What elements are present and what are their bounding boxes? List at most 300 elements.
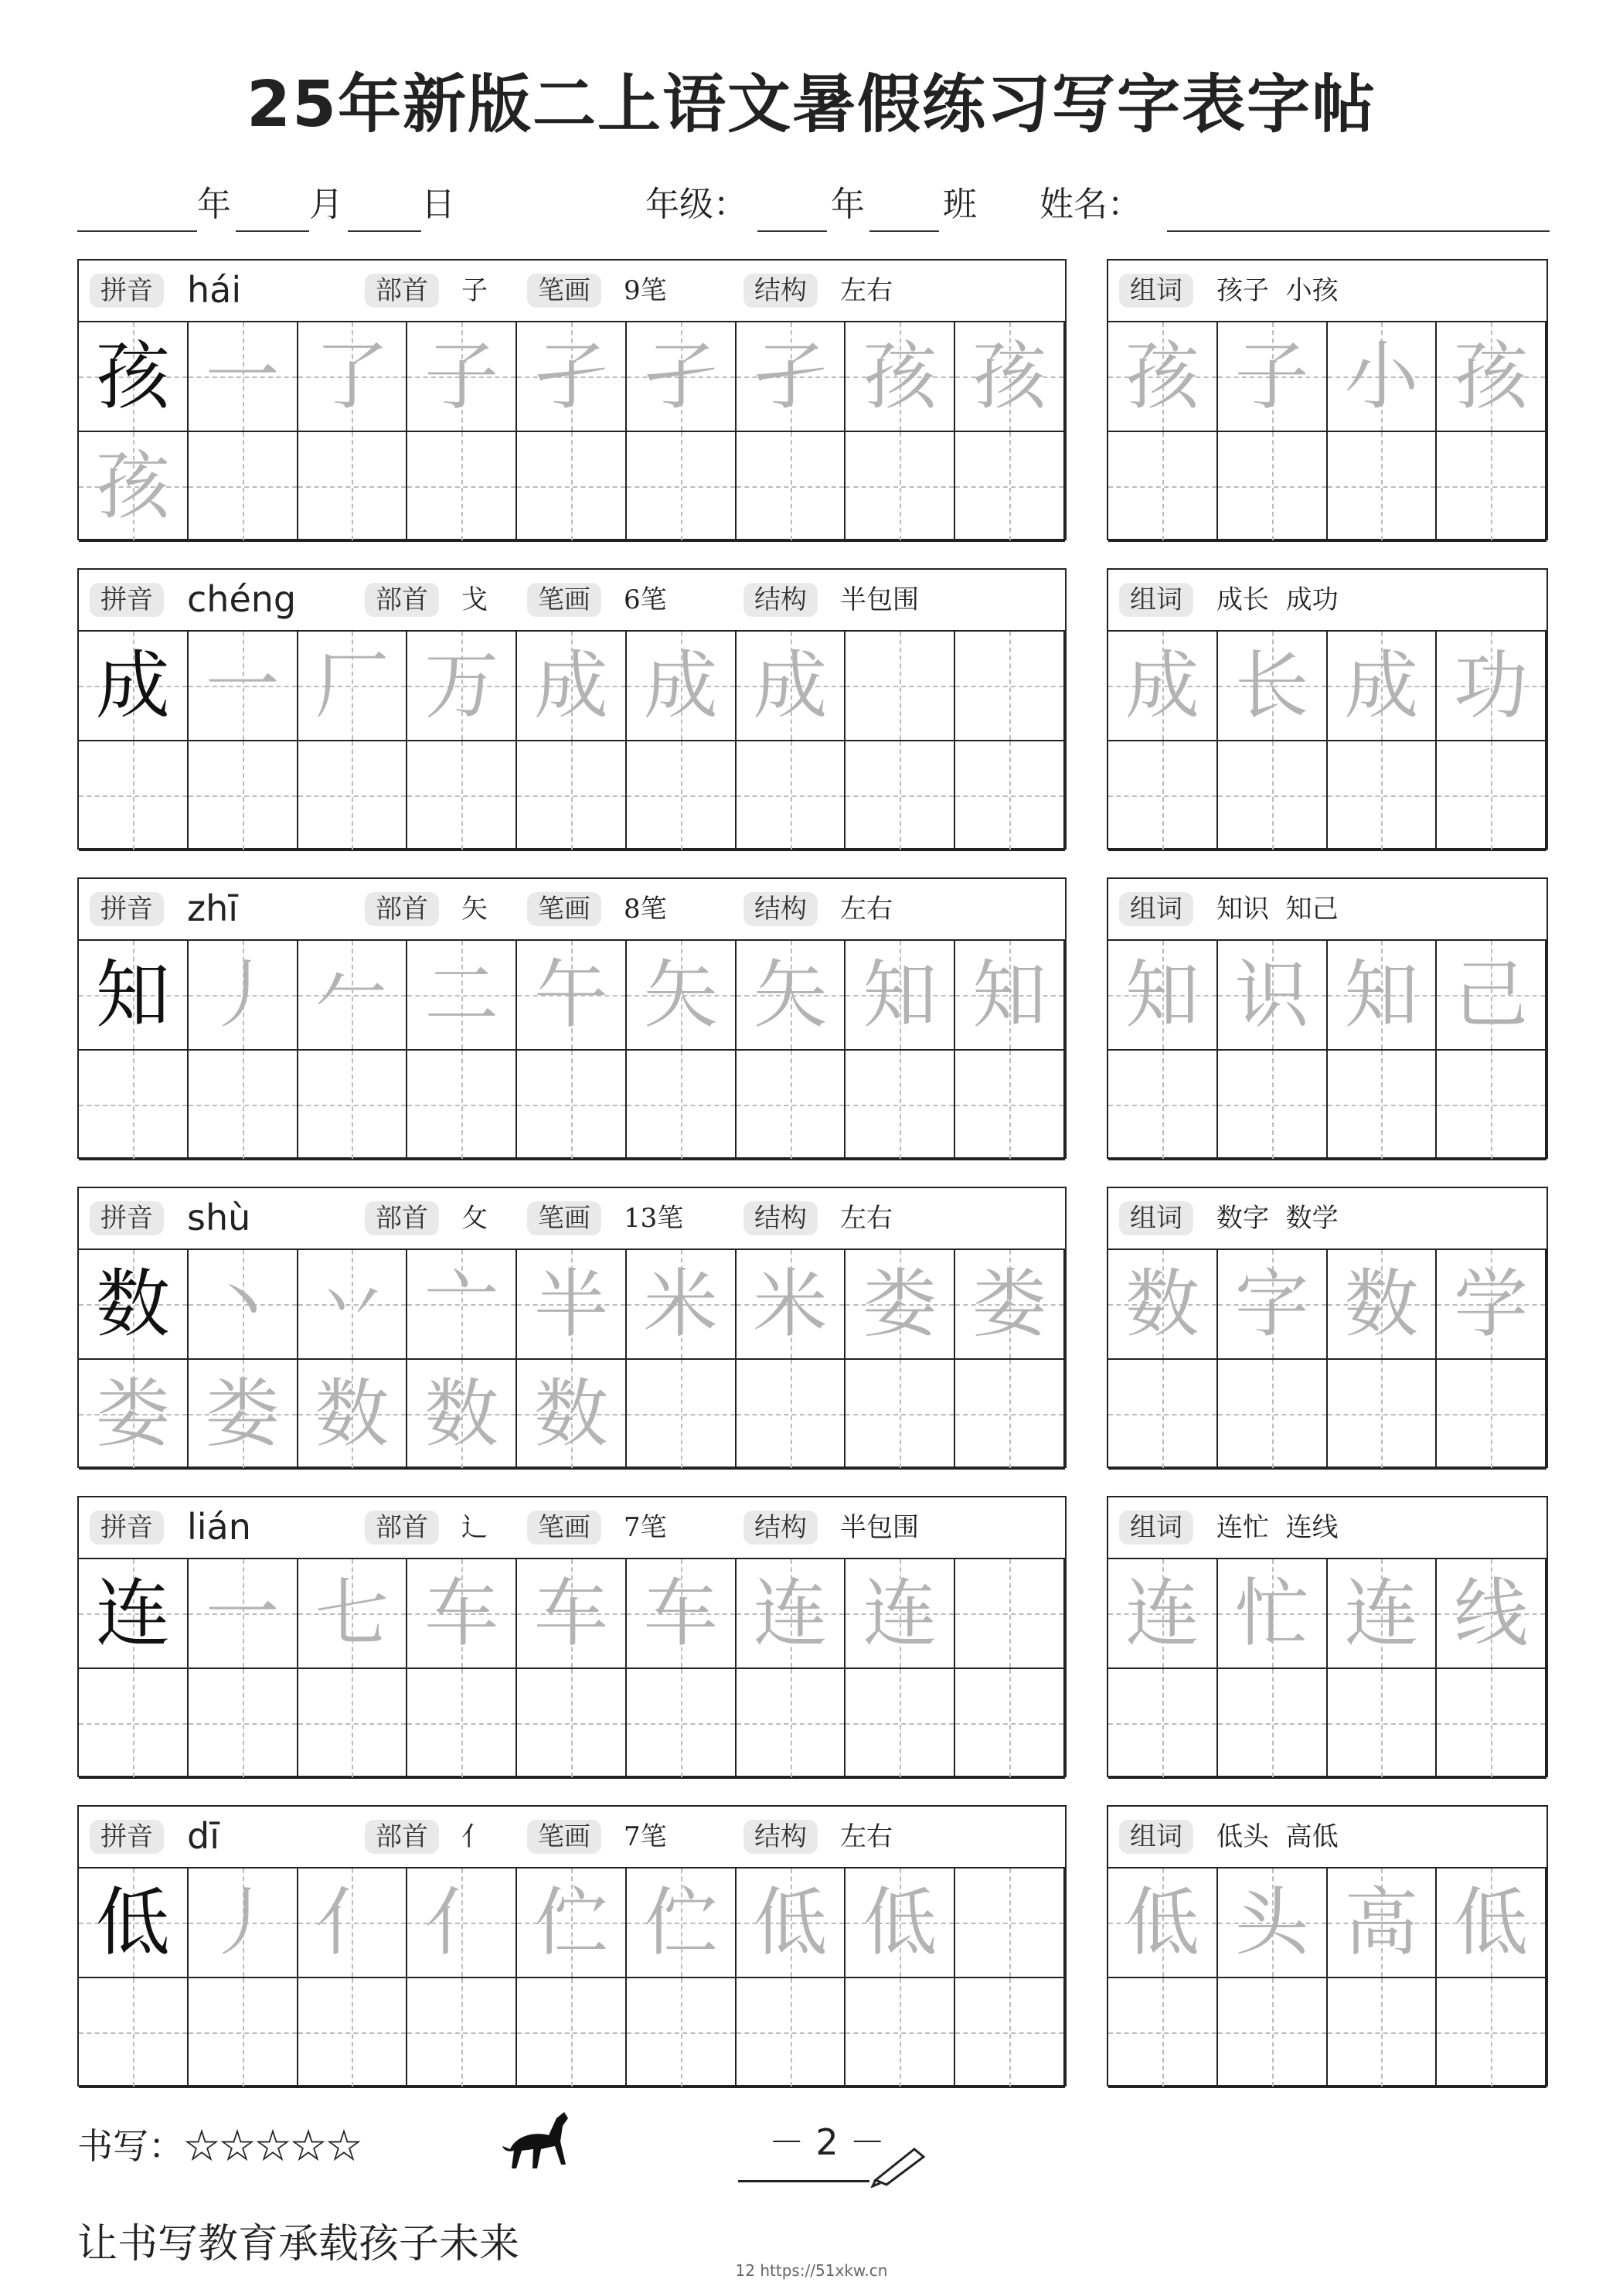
practice-cell[interactable] <box>846 1669 955 1779</box>
practice-cell[interactable] <box>627 1669 737 1779</box>
practice-cell[interactable] <box>737 632 846 741</box>
practice-cell[interactable] <box>627 632 737 741</box>
practice-cell[interactable] <box>955 322 1065 432</box>
pinyin-tag: 拼音 <box>90 274 164 308</box>
guide-line-v <box>681 1051 682 1159</box>
practice-cell[interactable] <box>737 432 846 542</box>
practice-cell[interactable] <box>189 1978 298 2088</box>
word-cell[interactable] <box>1328 1978 1438 2088</box>
words-header <box>1108 1188 1546 1250</box>
word-cell[interactable] <box>1218 1669 1328 1779</box>
word-cell[interactable] <box>1437 1559 1546 1669</box>
trace-character: 成 <box>1344 642 1419 729</box>
word-cell[interactable] <box>1328 1051 1438 1160</box>
trace-character: 低 <box>1125 1879 1199 1966</box>
word-cell[interactable] <box>1437 1669 1546 1779</box>
word-cell[interactable] <box>1328 1669 1438 1779</box>
practice-cell[interactable] <box>846 1360 955 1470</box>
strokes-value: 13笔 <box>624 1203 684 1234</box>
word-cell[interactable] <box>1328 432 1438 542</box>
word-cell[interactable] <box>1328 1868 1438 1978</box>
practice-cell[interactable] <box>737 941 846 1051</box>
trace-character: 孩 <box>95 443 170 530</box>
practice-cell[interactable] <box>298 1559 408 1669</box>
practice-cell[interactable] <box>955 632 1065 741</box>
word-cell[interactable] <box>1328 632 1438 741</box>
main-character: 连 <box>95 1570 170 1657</box>
guide-line-v <box>1009 1978 1011 2086</box>
practice-cell[interactable] <box>955 741 1065 851</box>
word-cell[interactable] <box>1218 941 1328 1051</box>
strokes-tag: 笔画 <box>527 1511 601 1545</box>
practice-cell[interactable] <box>627 1250 737 1360</box>
practice-cell[interactable] <box>846 941 955 1051</box>
practice-cell[interactable] <box>298 322 408 432</box>
practice-cell[interactable] <box>737 322 846 432</box>
year-label: 年 <box>197 185 231 224</box>
practice-cell[interactable] <box>627 1978 737 2088</box>
practice-cell[interactable] <box>737 1250 846 1360</box>
trace-character: 一 <box>205 1570 280 1657</box>
guide-line-v <box>1272 1669 1274 1777</box>
guide-line-v <box>900 632 901 740</box>
practice-cell[interactable] <box>298 632 408 741</box>
practice-cell[interactable] <box>189 1250 298 1360</box>
word-cell[interactable] <box>1437 322 1546 432</box>
guide-line-v <box>571 1669 573 1777</box>
practice-cell[interactable] <box>737 1360 846 1470</box>
guide-line-v <box>461 1669 463 1777</box>
practice-cell[interactable] <box>737 1669 846 1779</box>
words-tag: 组词 <box>1119 1201 1193 1235</box>
practice-cell[interactable] <box>737 1868 846 1978</box>
page-number: － 2 － <box>768 2121 886 2163</box>
char-block <box>77 259 1067 540</box>
trace-character: 𠂉 <box>315 952 390 1038</box>
practice-cell[interactable] <box>79 1868 189 1978</box>
guide-line-v <box>1009 1669 1011 1777</box>
month-blank[interactable] <box>236 229 309 232</box>
practice-cell[interactable] <box>407 1868 517 1978</box>
practice-cell[interactable] <box>407 741 517 851</box>
practice-cell[interactable] <box>298 741 408 851</box>
practice-cell[interactable] <box>846 1250 955 1360</box>
trace-character: 米 <box>753 1261 828 1347</box>
trace-character: 矢 <box>753 952 828 1038</box>
strokes-tag: 笔画 <box>527 892 601 926</box>
practice-cell[interactable] <box>846 632 955 741</box>
practice-cell[interactable] <box>517 1559 627 1669</box>
trace-character: 数 <box>1125 1261 1199 1347</box>
trace-character: 成 <box>753 642 828 729</box>
practice-cell[interactable] <box>79 941 189 1051</box>
word-cell[interactable] <box>1328 1559 1438 1669</box>
practice-cell[interactable] <box>627 432 737 542</box>
practice-cell[interactable] <box>627 741 737 851</box>
guide-line-v <box>900 1360 901 1468</box>
name-label: 姓名： <box>1039 185 1142 224</box>
grade-class-label: 班 <box>943 185 977 224</box>
guide-line-v <box>352 1669 353 1777</box>
practice-cell[interactable] <box>737 1559 846 1669</box>
word-cell[interactable] <box>1108 1360 1218 1470</box>
practice-cell[interactable] <box>627 1051 737 1160</box>
practice-cell[interactable] <box>298 1360 408 1470</box>
writing-rating: 书写：☆☆☆☆☆ <box>77 2125 362 2167</box>
char-block <box>77 1187 1067 1468</box>
practice-cell[interactable] <box>955 941 1065 1051</box>
day-blank[interactable] <box>348 229 421 232</box>
practice-cell[interactable] <box>517 632 627 741</box>
trace-character: 知 <box>1125 952 1199 1038</box>
practice-cell[interactable] <box>955 1250 1065 1360</box>
guide-line-v <box>791 432 792 540</box>
guide-line-v <box>1491 1669 1492 1777</box>
guide-line-v <box>571 1051 573 1159</box>
practice-cell[interactable] <box>627 1559 737 1669</box>
word-cell[interactable] <box>1328 1360 1438 1470</box>
practice-cell[interactable] <box>407 941 517 1051</box>
practice-cell[interactable] <box>407 432 517 542</box>
words-block <box>1107 1805 1548 2086</box>
trace-character: 成 <box>533 642 608 729</box>
trace-character: 矢 <box>643 952 718 1038</box>
word-cell[interactable] <box>1437 1051 1546 1160</box>
radical-tag: 部首 <box>365 583 439 617</box>
practice-cell[interactable] <box>955 1559 1065 1669</box>
practice-cell[interactable] <box>517 1250 627 1360</box>
trace-character: 子 <box>424 333 499 420</box>
practice-cell[interactable] <box>298 1669 408 1779</box>
practice-cell[interactable] <box>189 741 298 851</box>
guide-line-v <box>243 432 244 540</box>
practice-cell[interactable] <box>955 1051 1065 1160</box>
words-header <box>1108 261 1546 322</box>
date-line <box>77 178 1553 232</box>
trace-character: 小 <box>1344 333 1419 420</box>
trace-character: 娄 <box>95 1371 170 1457</box>
practice-cell[interactable] <box>955 1669 1065 1779</box>
practice-cell[interactable] <box>517 1669 627 1779</box>
pinyin-tag: 拼音 <box>90 1201 164 1235</box>
word-cell[interactable] <box>1108 632 1218 741</box>
guide-line-v <box>571 741 573 850</box>
word-cell[interactable] <box>1108 741 1218 851</box>
guide-line-v <box>1009 741 1011 850</box>
practice-cell[interactable] <box>298 432 408 542</box>
guide-line-v <box>1009 432 1011 540</box>
word-cell[interactable] <box>1108 1559 1218 1669</box>
practice-cell[interactable] <box>517 1051 627 1160</box>
practice-cell[interactable] <box>189 632 298 741</box>
practice-cell[interactable] <box>407 632 517 741</box>
trace-character: 数 <box>1344 1261 1419 1347</box>
guide-line-v <box>1009 1559 1011 1667</box>
year-blank[interactable] <box>77 229 197 232</box>
structure-tag: 结构 <box>743 1511 818 1545</box>
structure-value: 半包围 <box>840 1512 919 1543</box>
slogan: 让书写教育承载孩子未来 <box>77 2221 520 2267</box>
word-cell[interactable] <box>1437 741 1546 851</box>
char-block <box>77 568 1067 850</box>
word-cell[interactable] <box>1218 1978 1328 2088</box>
strokes-value: 8笔 <box>624 894 667 925</box>
practice-cell[interactable] <box>298 1051 408 1160</box>
practice-cell[interactable] <box>627 322 737 432</box>
char-block <box>77 1496 1067 1777</box>
practice-cell[interactable] <box>737 1051 846 1160</box>
guide-line-v <box>1491 1051 1492 1159</box>
trace-character: 头 <box>1234 1879 1309 1966</box>
word-cell[interactable] <box>1328 1250 1438 1360</box>
guide-line-v <box>1272 432 1274 540</box>
structure-value: 左右 <box>840 1203 893 1234</box>
trace-character: 孑 <box>643 333 718 420</box>
word-cell[interactable] <box>1218 1559 1328 1669</box>
practice-cell[interactable] <box>407 1559 517 1669</box>
structure-tag: 结构 <box>743 892 818 926</box>
practice-cell[interactable] <box>189 1868 298 1978</box>
word-cell[interactable] <box>1108 1978 1218 2088</box>
trace-character: 万 <box>424 642 499 729</box>
practice-cell[interactable] <box>407 1051 517 1160</box>
pen-icon <box>869 2141 931 2188</box>
main-character: 低 <box>95 1879 170 1966</box>
char-info-header <box>79 879 1065 941</box>
trace-character: 线 <box>1454 1570 1529 1657</box>
strokes-tag: 笔画 <box>527 1820 601 1854</box>
practice-cell[interactable] <box>846 741 955 851</box>
guide-line-v <box>1491 432 1492 540</box>
practice-cell[interactable] <box>517 322 627 432</box>
name-blank[interactable] <box>1167 229 1550 232</box>
practice-cell[interactable] <box>189 1360 298 1470</box>
trace-character: 车 <box>533 1570 608 1657</box>
practice-cell[interactable] <box>737 741 846 851</box>
structure-tag: 结构 <box>743 1820 818 1854</box>
practice-cell[interactable] <box>737 1978 846 2088</box>
practice-cell[interactable] <box>627 941 737 1051</box>
practice-cell[interactable] <box>79 741 189 851</box>
trace-character: 数 <box>315 1371 390 1457</box>
word-cell[interactable] <box>1437 432 1546 542</box>
words-block <box>1107 568 1548 850</box>
word-cell[interactable] <box>1218 1868 1328 1978</box>
practice-cell[interactable] <box>79 1978 189 2088</box>
practice-cell[interactable] <box>189 1559 298 1669</box>
words-value: 低头 高低 <box>1216 1821 1339 1852</box>
practice-cell[interactable] <box>955 1868 1065 1978</box>
trace-character: 连 <box>753 1570 828 1657</box>
pinyin-value: zhī <box>187 887 239 929</box>
guide-line-v <box>1272 1360 1274 1468</box>
guide-line-v <box>571 432 573 540</box>
practice-cell[interactable] <box>846 432 955 542</box>
grade-label: 年级： <box>645 185 747 224</box>
main-character: 成 <box>95 642 170 729</box>
practice-cell[interactable] <box>407 1669 517 1779</box>
practice-cell[interactable] <box>517 941 627 1051</box>
practice-cell[interactable] <box>407 1250 517 1360</box>
words-tag: 组词 <box>1119 1820 1193 1854</box>
word-cell[interactable] <box>1437 1360 1546 1470</box>
practice-cell[interactable] <box>79 322 189 432</box>
word-cell[interactable] <box>1328 322 1438 432</box>
guide-line-v <box>1162 1978 1164 2086</box>
word-cell[interactable] <box>1108 322 1218 432</box>
practice-cell[interactable] <box>846 1051 955 1160</box>
word-cell[interactable] <box>1218 632 1328 741</box>
word-cell[interactable] <box>1437 941 1546 1051</box>
practice-cell[interactable] <box>407 1978 517 2088</box>
trace-character: 学 <box>1454 1261 1529 1347</box>
practice-cell[interactable] <box>846 1978 955 2088</box>
word-cell[interactable] <box>1437 1978 1546 2088</box>
char-info-header <box>79 1188 1065 1250</box>
practice-cell[interactable] <box>846 1559 955 1669</box>
char-info-header <box>79 261 1065 322</box>
trace-character: 伫 <box>533 1879 608 1966</box>
radical-tag: 部首 <box>365 1511 439 1545</box>
guide-line-v <box>1381 741 1383 850</box>
word-cell[interactable] <box>1218 1360 1328 1470</box>
main-character: 数 <box>95 1261 170 1347</box>
words-header <box>1108 879 1546 941</box>
words-tag: 组词 <box>1119 1511 1193 1545</box>
word-cell[interactable] <box>1218 1250 1328 1360</box>
practice-cell[interactable] <box>407 1360 517 1470</box>
guide-line-v <box>1272 1051 1274 1159</box>
trace-character: 七 <box>315 1570 390 1657</box>
grade-year-blank[interactable] <box>757 229 827 232</box>
practice-cell[interactable] <box>298 1868 408 1978</box>
practice-cell[interactable] <box>846 322 955 432</box>
guide-line-v <box>900 741 901 850</box>
trace-character: 丿 <box>205 952 280 1038</box>
practice-cell[interactable] <box>79 1250 189 1360</box>
guide-line-v <box>1162 1669 1164 1777</box>
word-cell[interactable] <box>1108 941 1218 1051</box>
guide-line-v <box>791 1360 792 1468</box>
practice-cell[interactable] <box>955 432 1065 542</box>
practice-cell[interactable] <box>189 1051 298 1160</box>
guide-line-v <box>681 432 682 540</box>
trace-character: 娄 <box>863 1261 937 1347</box>
strokes-value: 7笔 <box>624 1512 667 1543</box>
pinyin-tag: 拼音 <box>90 1511 164 1545</box>
main-character: 知 <box>95 952 170 1038</box>
practice-cell[interactable] <box>189 432 298 542</box>
words-value: 知识 知己 <box>1216 894 1339 925</box>
page-title: 25年新版二上语文暑假练习写字表字帖 <box>246 68 1377 141</box>
guide-line-v <box>1381 1669 1383 1777</box>
guide-line-v <box>1381 1051 1383 1159</box>
word-cell[interactable] <box>1437 1250 1546 1360</box>
trace-character: 连 <box>863 1570 937 1657</box>
practice-cell[interactable] <box>517 432 627 542</box>
practice-cell[interactable] <box>517 741 627 851</box>
word-cell[interactable] <box>1328 741 1438 851</box>
trace-character: 知 <box>1344 952 1419 1038</box>
practice-cell[interactable] <box>955 1360 1065 1470</box>
practice-cell[interactable] <box>189 941 298 1051</box>
guide-line-v <box>1162 1360 1164 1468</box>
guide-line-v <box>1009 632 1011 740</box>
practice-cell[interactable] <box>627 1360 737 1470</box>
word-cell[interactable] <box>1108 1669 1218 1779</box>
word-cell[interactable] <box>1108 1868 1218 1978</box>
char-block <box>77 1805 1067 2086</box>
practice-cell[interactable] <box>79 1669 189 1779</box>
practice-cell[interactable] <box>955 1978 1065 2088</box>
guide-line-v <box>681 1360 682 1468</box>
trace-character: 伫 <box>643 1879 718 1966</box>
practice-cell[interactable] <box>517 1360 627 1470</box>
trace-character: 一 <box>205 642 280 729</box>
grade-class-blank[interactable] <box>869 229 939 232</box>
trace-character: 孩 <box>1125 333 1199 420</box>
trace-character: 厂 <box>315 642 390 729</box>
word-cell[interactable] <box>1437 632 1546 741</box>
trace-character: 娄 <box>205 1371 280 1457</box>
word-cell[interactable] <box>1108 1051 1218 1160</box>
word-cell[interactable] <box>1218 322 1328 432</box>
practice-cell[interactable] <box>846 1868 955 1978</box>
radical-value: 辶 <box>461 1512 488 1543</box>
practice-cell[interactable] <box>189 322 298 432</box>
word-cell[interactable] <box>1437 1868 1546 1978</box>
radical-tag: 部首 <box>365 1820 439 1854</box>
practice-cell[interactable] <box>298 1978 408 2088</box>
char-block <box>77 877 1067 1159</box>
strokes-tag: 笔画 <box>527 583 601 617</box>
structure-tag: 结构 <box>743 583 818 617</box>
practice-cell[interactable] <box>189 1669 298 1779</box>
trace-character: 丶 <box>205 1261 280 1347</box>
practice-cell[interactable] <box>298 941 408 1051</box>
word-cell[interactable] <box>1108 432 1218 542</box>
strokes-value: 9笔 <box>624 275 667 306</box>
practice-cell[interactable] <box>407 322 517 432</box>
guide-line-v <box>1272 1978 1274 2086</box>
radical-value: 子 <box>461 275 488 306</box>
practice-cell[interactable] <box>627 1868 737 1978</box>
radical-tag: 部首 <box>365 892 439 926</box>
practice-cell[interactable] <box>79 1051 189 1160</box>
practice-cell[interactable] <box>79 1559 189 1669</box>
practice-cell[interactable] <box>79 432 189 542</box>
guide-line-v <box>133 1051 134 1159</box>
practice-cell[interactable] <box>79 632 189 741</box>
word-cell[interactable] <box>1218 432 1328 542</box>
word-cell[interactable] <box>1328 941 1438 1051</box>
trace-character: 一 <box>205 333 280 420</box>
word-cell[interactable] <box>1108 1250 1218 1360</box>
practice-cell[interactable] <box>517 1978 627 2088</box>
guide-line-v <box>1009 1051 1011 1159</box>
guide-line-v <box>133 1669 134 1777</box>
word-cell[interactable] <box>1218 741 1328 851</box>
words-value: 成长 成功 <box>1216 584 1339 615</box>
guide-line-v <box>1381 1360 1383 1468</box>
practice-cell[interactable] <box>79 1360 189 1470</box>
pinyin-value: dī <box>187 1815 219 1857</box>
practice-cell[interactable] <box>517 1868 627 1978</box>
practice-cell[interactable] <box>298 1250 408 1360</box>
word-cell[interactable] <box>1218 1051 1328 1160</box>
radical-value: 亻 <box>461 1821 488 1852</box>
guide-line-v <box>461 1978 463 2086</box>
